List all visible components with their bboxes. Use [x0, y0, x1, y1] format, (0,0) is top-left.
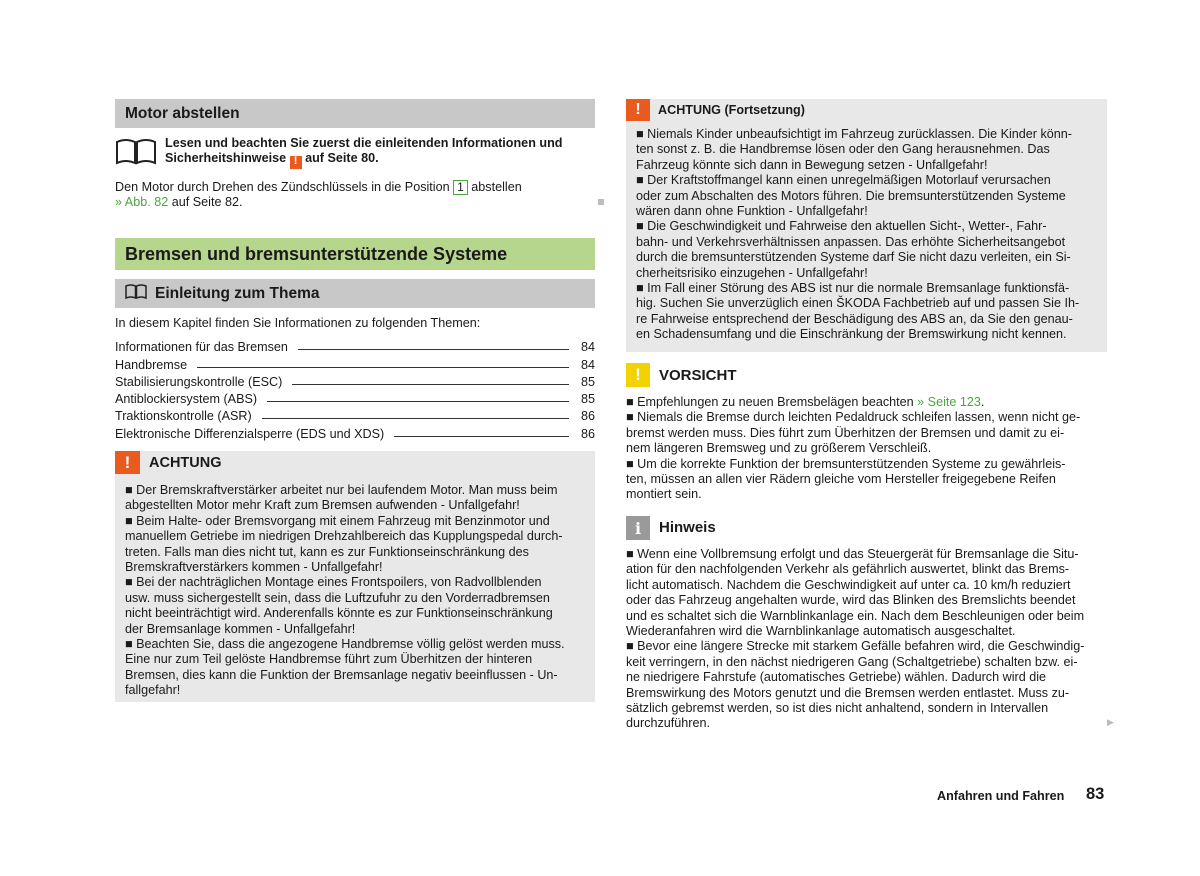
achtung-cont-line: ■ Der Kraftstoffmangel kann einen unregelmäßigen Motorlauf verursachen: [636, 173, 1051, 188]
achtung-cont-title: ACHTUNG (Fortsetzung): [658, 103, 805, 117]
achtung-line: abgestellten Motor mehr Kraft zum Bremsen aufwenden - Unfallgefahr!: [125, 498, 520, 513]
vorsicht-line: ten, müssen an allen vier Rädern gleiche vom Hersteller freigegebene Reifen: [626, 472, 1056, 487]
page-number: 83: [1086, 785, 1105, 803]
achtung-cont-line: wären dann ohne Funktion - Unfallgefahr!: [636, 204, 868, 219]
warning-icon: !: [115, 451, 140, 474]
intro-page-ref: auf Seite 80.: [305, 151, 379, 166]
warning-icon: !: [626, 99, 650, 121]
toc-leader-line: [292, 384, 569, 385]
toc-label: Elektronische Differenzialsperre (EDS und XDS): [115, 426, 385, 441]
hinweis-line: und es schaltet sich die Warnblinkanlage ein. Nach dem Beschleunigen oder beim: [626, 608, 1085, 623]
toc-row[interactable]: [115, 389, 595, 406]
toc-leader-line: [262, 418, 569, 419]
toc-label: Traktionskontrolle (ASR): [115, 409, 252, 424]
achtung-cont-line: durch die bremsunterstützenden Systeme darf Sie nicht dazu verleiten, ein Si-: [636, 250, 1071, 265]
vorsicht-line: montiert sein.: [626, 487, 702, 502]
intro-heading: Einleitung zum Thema: [155, 284, 320, 302]
motor-body-text-2: abstellen: [471, 180, 522, 194]
achtung-line: treten. Falls man dies nicht tut, kann es zur Funktionseinschränkung des: [125, 544, 529, 559]
toc-label: Antiblockiersystem (ABS): [115, 392, 258, 407]
warning-icon: !: [290, 156, 302, 169]
achtung-line: fallgefahr!: [125, 683, 181, 698]
motor-heading: Motor abstellen: [125, 104, 240, 122]
figure-link[interactable]: » Abb. 82: [115, 195, 169, 210]
motor-intro: [165, 136, 605, 169]
brakes-section-title: Bremsen und bremsunterstützende Systeme: [125, 243, 508, 264]
achtung-line: manuellem Getriebe im niedrigen Drehzahlbereich das Kupplungspedal durch-: [125, 529, 563, 544]
achtung-cont-text: [636, 127, 1106, 343]
achtung-cont-line: ■ Die Geschwindigkeit und Fahrweise den aktuellen Sicht-, Wetter-, Fahr-: [636, 219, 1047, 234]
info-icon: i: [626, 516, 650, 540]
toc-leader-line: [267, 401, 569, 402]
hinweis-line: sätzlich gebremst werden, so ist dies nicht anhaltend, sondern in Intervallen: [626, 701, 1049, 716]
book-small-icon: [125, 283, 147, 305]
motor-heading-bar: [115, 99, 595, 128]
hinweis-line: oder das Fahrzeug angehalten wurde, wird das Blinken des Bremslichts beendet: [626, 593, 1076, 608]
vorsicht-line1-end: .: [980, 395, 985, 409]
achtung-cont-line: ■ Niemals Kinder unbeaufsichtigt im Fahrzeug zurücklassen. Die Kinder könn-: [636, 127, 1072, 141]
vorsicht-lines: [626, 410, 1107, 502]
achtung-box: [115, 451, 595, 702]
achtung-line: ■ Der Bremskraftverstärker arbeitet nur bei laufendem Motor. Man muss beim: [125, 483, 558, 497]
achtung-cont-line: ■ Im Fall einer Störung des ABS ist nur die normale Bremsanlage funktionsfä-: [636, 281, 1070, 296]
toc-leader-line: [298, 349, 569, 350]
toc-leader-line: [394, 436, 569, 437]
achtung-cont-box: [626, 99, 1107, 352]
toc-page: 85: [580, 374, 595, 389]
vorsicht-line: ■ Niemals die Bremse durch leichten Pedaldruck schleifen lassen, wenn nicht ge-: [626, 410, 1081, 425]
toc-label: Informationen für das Bremsen: [115, 340, 288, 355]
motor-intro-line1: Lesen und beachten Sie zuerst die einleitenden Informationen und: [165, 136, 563, 150]
hinweis-text: [626, 547, 1107, 732]
achtung-cont-line: bahn- und Verkehrsverhältnissen anpassen. Das erhöhte Sicherheitsangebot: [636, 234, 1066, 249]
toc-row[interactable]: [115, 406, 595, 423]
toc-page: 84: [580, 340, 595, 355]
hinweis-line: ne niedrigere Fahrstufe (automatisches Getriebe) wählen. Dadurch wird die: [626, 670, 1047, 685]
vorsicht-line1: ■ Empfehlungen zu neuen Bremsbelägen beachten: [626, 395, 914, 409]
hinweis-line: Bremswirkung des Motors genutzt und die Bremsen werden entlastet. Muss zu-: [626, 685, 1070, 700]
toc-page: 85: [580, 392, 595, 407]
achtung-line: nicht beeinträchtigt wird. Anderenfalls könnte es zur Funktionseinschränkung: [125, 606, 553, 621]
achtung-line: Eine nur zum Teil gelöste Handbremse führt zum Überhitzen der hinteren: [125, 652, 533, 667]
achtung-line: der Bremsanlage kommen - Unfallgefahr!: [125, 621, 356, 636]
toc-leader-line: [197, 367, 569, 368]
achtung-line: ■ Beim Halte- oder Bremsvorgang mit einem Fahrzeug mit Benzinmotor und: [125, 513, 550, 528]
achtung-line: Bremsen, dies kann die Funktion der Bremsanlage negativ beeinflussen - Un-: [125, 667, 558, 682]
achtung-cont-line: ten sonst z. B. die Handbremse lösen oder den Gang herausnehmen. Das: [636, 142, 1050, 157]
toc-page: 86: [580, 426, 595, 441]
motor-body: [115, 180, 595, 211]
hinweis-line: keit verringern, in den nächst niedrigeren Gang (Schaltgetriebe) schalten bzw. ei-: [626, 654, 1078, 669]
toc-page: 86: [580, 409, 595, 424]
motor-intro-line2: [165, 151, 605, 168]
brakes-section-bar: [115, 238, 595, 270]
hinweis-title: Hinweis: [659, 519, 716, 536]
hinweis-line: durchzuführen.: [626, 716, 711, 731]
end-marker: [598, 199, 604, 205]
vorsicht-title: VORSICHT: [659, 367, 737, 384]
vorsicht-line: bremst werden muss. Dies führt zum Überhitzen der Bremsen und damit zu ei-: [626, 425, 1065, 440]
intro-heading-bar: [115, 279, 595, 308]
continue-arrow-icon: ▶: [1107, 717, 1114, 727]
toc-row[interactable]: [115, 423, 595, 440]
achtung-line: ■ Beachten Sie, dass die angezogene Handbremse völlig gelöst werden muss.: [125, 637, 565, 652]
achtung-text: [125, 483, 595, 699]
toc-row[interactable]: [115, 372, 595, 389]
achtung-line: ■ Bei der nachträglichen Montage eines Frontspoilers, von Radvollblenden: [125, 575, 542, 590]
hinweis-line: ■ Wenn eine Vollbremsung erfolgt und das Steuergerät für Bremsanlage die Situ-: [626, 547, 1079, 561]
achtung-title: ACHTUNG: [149, 455, 222, 471]
achtung-line: Bremskraftverstärkers kommen - Unfallgefahr!: [125, 560, 383, 575]
achtung-cont-line: oder zum Abschalten des Motors führen. Die bremsunterstützenden Systeme: [636, 188, 1066, 203]
achtung-cont-line: en Schadensumfang und die Einschränkung der Bremswirkung nicht kennen.: [636, 327, 1067, 342]
table-of-contents: [115, 337, 595, 441]
achtung-cont-line: hig. Suchen Sie unverzüglich einen ŠKODA Fachbetrieb auf und passen Sie Ih-: [636, 296, 1080, 311]
hinweis-line: Wiederanfahren wird die Warnblinkanlage automatisch ausgeschaltet.: [626, 624, 1016, 639]
toc-label: Stabilisierungskontrolle (ESC): [115, 374, 283, 389]
motor-body-text: Den Motor durch Drehen des Zündschlüssels in die Position: [115, 180, 450, 194]
motor-body-text-3: auf Seite 82.: [171, 195, 243, 210]
vorsicht-line: nem längeren Bremsweg und zu größerem Verschleiß.: [626, 441, 932, 456]
page-link[interactable]: » Seite 123: [917, 395, 981, 409]
achtung-cont-line: Fahrzeug könnte sich dann in Bewegung setzen - Unfallgefahr!: [636, 157, 988, 172]
position-box: 1: [453, 180, 468, 195]
brakes-intro: In diesem Kapitel finden Sie Informationen zu folgenden Themen:: [115, 316, 481, 330]
intro-safety-text: Sicherheitshinweise: [165, 151, 287, 166]
vorsicht-line: ■ Um die korrekte Funktion der bremsunterstützenden Systeme zu gewährleis-: [626, 456, 1066, 471]
toc-label: Handbremse: [115, 357, 188, 372]
hinweis-line: ation für den nachfolgenden Verkehr als gefährlich auswertet, blinkt das Brems-: [626, 562, 1070, 577]
footer-chapter: Anfahren und Fahren: [937, 789, 1065, 803]
vorsicht-text: [626, 395, 1107, 503]
toc-row[interactable]: [115, 354, 595, 371]
toc-row[interactable]: [115, 337, 595, 354]
achtung-cont-line: cherheitsrisiko einzugehen - Unfallgefahr!: [636, 265, 868, 280]
toc-page: 84: [580, 357, 595, 372]
hinweis-line: ■ Bevor eine längere Strecke mit starkem Gefälle befahren wird, die Geschwindig-: [626, 639, 1085, 654]
book-icon: [115, 136, 159, 166]
caution-icon: !: [626, 363, 650, 387]
hinweis-line: licht automatisch. Nachdem die Geschwindigkeit auf unter ca. 10 km/h reduziert: [626, 577, 1071, 592]
achtung-line: usw. muss sichergestellt sein, dass die Luftzufuhr zu den Vorderradbremsen: [125, 590, 550, 605]
achtung-cont-line: re Fahrweise entsprechend der Beschädigung des ABS an, da Sie den genau-: [636, 311, 1073, 326]
